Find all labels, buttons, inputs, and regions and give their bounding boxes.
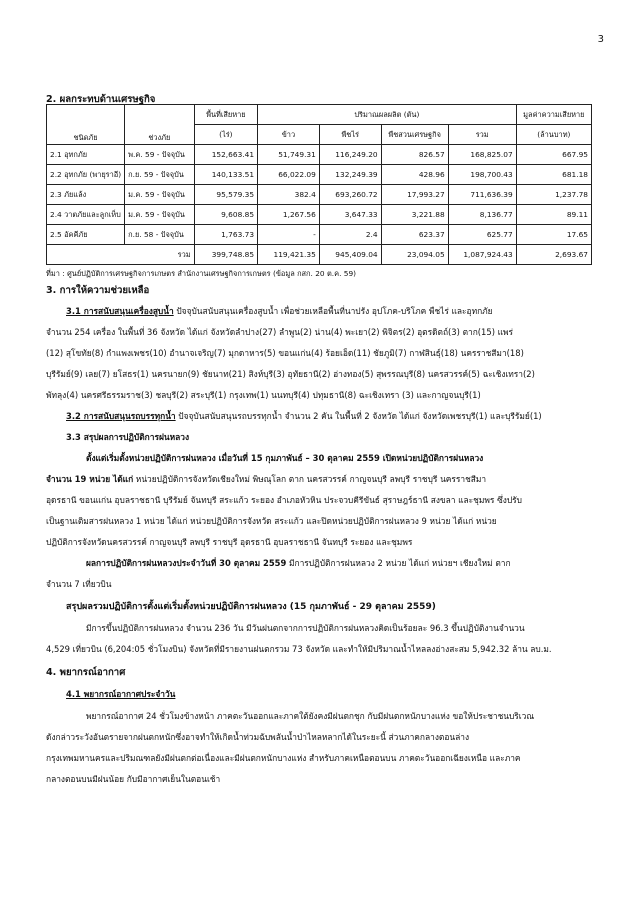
- cell-area: 140,133.51: [194, 165, 257, 185]
- s32-text: ปัจจุบันสนับสนุนรถบรรทุกน้ำ จำนวน 2 คัน ในพื้นที่ 2 จังหวัด ได้แก่ จังหวัดเพชรบุรี(1) และบุรีรัมย์(1): [175, 411, 542, 421]
- header-horti: พืชสวนเศรษฐกิจ: [381, 125, 448, 145]
- s33-title-text: 3.3 สรุปผลการปฏิบัติการฝนหลวง: [66, 432, 190, 442]
- table-row: [47, 145, 592, 165]
- s41-title-text: 4.1 พยากรณ์อากาศประจำวัน: [66, 689, 176, 699]
- cell-type: 2.1 อุทกภัย: [47, 145, 125, 165]
- cell-field: 945,409.04: [319, 245, 381, 265]
- s33-line: หน่วยปฏิบัติการจังหวัดเชียงใหม่ พิษณุโลก ตาก นครสวรรค์ กาญจนบุรี ลพบุรี ราชบุรี นครราชสีมา: [133, 474, 487, 484]
- header-output: ปริมาณผลผลิต (ตัน): [258, 105, 517, 125]
- s33-paragraph: [46, 448, 522, 595]
- cell-total: 198,700.43: [448, 165, 516, 185]
- cell-value: 17.65: [516, 225, 591, 245]
- header-period: ช่วงภัย: [125, 105, 195, 145]
- s33-daily-text: มีการปฏิบัติการฝนหลวง 2 หน่วย ได้แก่ หน่วยฯ เชียงใหม่ ตาก: [286, 558, 511, 568]
- cell-area: 1,763.73: [194, 225, 257, 245]
- s31-line: พัทลุง(4) นครศรีธรรมราช(3) ชลบุรี(2) สระบุรี(1) กรุงเทพ(1) นนทบุรี(4) ปทุมธานี(8) ฉะเชิงเทรา (3) และกาญจนบุรี(1): [46, 390, 481, 400]
- cell-type: 2.4 วาตภัยและลูกเห็บ: [47, 205, 125, 225]
- cell-field: 3,647.33: [319, 205, 381, 225]
- cell-horti: 623.37: [381, 225, 448, 245]
- cell-rice: 119,421.35: [258, 245, 320, 265]
- cell-rice: 51,749.31: [258, 145, 320, 165]
- cell-type: 2.3 ภัยแล้ง: [47, 185, 125, 205]
- table-total-row: [47, 245, 592, 265]
- s41-title: [66, 684, 175, 705]
- header-value: มูลค่าความเสียหาย: [516, 105, 591, 125]
- s33-summary-line: 4,529 เที่ยวบิน (6,204:05 ชั่วโมงบิน) จังหวัดที่มีรายงานฝนตกรวม 73 จังหวัด และทำให้มีปริมาณน้ำไหลลงอ่างสะสม 5,942.32 ล้าน ลบ.ม.: [46, 644, 552, 654]
- header-total: รวม: [448, 125, 516, 145]
- s33-summary-line: มีการขึ้นปฏิบัติการฝนหลวง จำนวน 236 วัน มีวันฝนตกจากการปฏิบัติการฝนหลวงคิดเป็นร้อยละ 96.3 ขึ้นปฏิบัติงานจำนวน: [86, 623, 525, 633]
- table-row: [47, 205, 592, 225]
- s31-title: 3.1 การสนับสนุนเครื่องสูบน้ำ: [66, 306, 174, 316]
- s41-line: กลางตอนบนมีฝนน้อย กับมีอากาศเย็นในตอนเช้า: [46, 774, 221, 784]
- damage-table: [46, 104, 592, 265]
- cell-area: 399,748.85: [194, 245, 257, 265]
- s31-paragraph: [46, 301, 535, 406]
- s31-line: ปัจจุบันสนับสนุนเครื่องสูบน้ำ เพื่อช่วยเหลือพื้นที่นาปรัง อุปโภค-บริโภค พืชไร่ และอุทกภัย: [173, 306, 493, 316]
- cell-total-label: รวม: [47, 245, 195, 265]
- s33-title: [66, 427, 189, 448]
- section2-heading: 2. ผลกระทบด้านเศรษฐกิจ: [46, 94, 156, 105]
- cell-horti: 428.96: [381, 165, 448, 185]
- s41-paragraph: [46, 706, 534, 790]
- table-row: [47, 225, 592, 245]
- s33-line: อุดรธานี ขอนแก่น อุบลราชธานี บุรีรัมย์ จันทบุรี สระแก้ว ระยอง อำเภอหัวหิน ประจวบคีรีขันธ์ สุราษฎร์ธานี สงขลา และชุมพร ซึ่งปรับ: [46, 495, 522, 505]
- cell-period: ม.ค. 59 - ปัจจุบัน: [125, 205, 195, 225]
- table-source-note: ที่มา : ศูนย์ปฏิบัติการเศรษฐกิจการเกษตร สำนักงานเศรษฐกิจการเกษตร (ข้อมูล กสก. 20 ต.ค. 59): [46, 269, 357, 278]
- cell-value: 89.11: [516, 205, 591, 225]
- cell-period: พ.ค. 59 - ปัจจุบัน: [125, 145, 195, 165]
- header-field: พืชไร่: [319, 125, 381, 145]
- s41-line: กรุงเทพมหานครและปริมณฑลยังมีฝนตกต่อเนื่องและมีฝนตกหนักบางแห่ง สำหรับภาคเหนือตอนบน ภาคตะวันออกเฉียงเหนือ และภาค: [46, 753, 521, 763]
- cell-total: 711,636.39: [448, 185, 516, 205]
- cell-field: 132,249.39: [319, 165, 381, 185]
- section4-heading: 4. พยากรณ์อากาศ: [46, 667, 126, 678]
- cell-value: 681.18: [516, 165, 591, 185]
- cell-type: 2.2 อุทกภัย (พายุราอี): [47, 165, 125, 185]
- cell-value: 667.95: [516, 145, 591, 165]
- s33-daily-text: จำนวน 7 เที่ยวบิน: [46, 579, 112, 589]
- cell-horti: 3,221.88: [381, 205, 448, 225]
- s31-line: บุรีรัมย์(9) เลย(7) ยโสธร(1) นครนายก(9) ชัยนาท(21) สิงห์บุรี(3) อุทัยธานี(2) อ่างทอง(5) สุพรรณบุรี(8) นครสวรรค์(5) ฉะเชิงเทรา(2): [46, 369, 535, 379]
- table-row: [47, 185, 592, 205]
- cell-total: 625.77: [448, 225, 516, 245]
- cell-field: 2.4: [319, 225, 381, 245]
- s33-line: ปฏิบัติการจังหวัดนครสวรรค์ กาญจนบุรี ลพบุรี ราชบุรี อุดรธานี อุบลราชธานี จันทบุรี ระยอง และชุมพร: [46, 537, 413, 547]
- cell-rice: 66,022.09: [258, 165, 320, 185]
- cell-period: ก.ย. 59 - ปัจจุบัน: [125, 165, 195, 185]
- s41-line: ดังกล่าวระวังอันตรายจากฝนตกหนักซึ่งอาจทำให้เกิดน้ำท่วมฉับพลันน้ำป่าไหลหลากได้ในระยะนี้ ส่วนภาคกลางตอนล่าง: [46, 732, 470, 742]
- cell-field: 116,249.20: [319, 145, 381, 165]
- cell-total: 8,136.77: [448, 205, 516, 225]
- cell-total: 1,087,924.43: [448, 245, 516, 265]
- cell-area: 95,579.35: [194, 185, 257, 205]
- s33-daily-title: ผลการปฏิบัติการฝนหลวงประจำวันที่ 30 ตุลาคม 2559: [86, 558, 287, 568]
- page-number: 3: [597, 34, 604, 45]
- cell-value: 1,237.78: [516, 185, 591, 205]
- cell-horti: 23,094.05: [381, 245, 448, 265]
- cell-area: 152,663.41: [194, 145, 257, 165]
- header-area-unit: (ไร่): [194, 125, 257, 145]
- header-value-unit: (ล้านบาท): [516, 125, 591, 145]
- s32-paragraph: [66, 406, 542, 427]
- s33-lead: จำนวน 19 หน่วย ได้แก่: [46, 474, 134, 484]
- cell-rice: -: [258, 225, 320, 245]
- cell-field: 693,260.72: [319, 185, 381, 205]
- cell-period: ก.ย. 58 - ปัจจุบัน: [125, 225, 195, 245]
- cell-period: ม.ค. 59 - ปัจจุบัน: [125, 185, 195, 205]
- section3-heading: 3. การให้ความช่วยเหลือ: [46, 285, 150, 296]
- s33-summary-title: สรุปผลรวมปฏิบัติการตั้งแต่เริ่มตั้งหน่วยปฏิบัติการฝนหลวง (15 กุมภาพันธ์ - 29 ตุลาคม 2559): [66, 602, 436, 612]
- table-row: [47, 165, 592, 185]
- s41-line: พยากรณ์อากาศ 24 ชั่วโมงข้างหน้า ภาคตะวันออกและภาคใต้ยังคงมีฝนตกชุก กับมีฝนตกหนักบางแห่ง ขอให้ประชาชนบริเวณ: [86, 711, 535, 721]
- header-area: พื้นที่เสียหาย: [194, 105, 257, 125]
- header-rice: ข้าว: [258, 125, 320, 145]
- s33-line: เป็นฐานเติมสารฝนหลวง 1 หน่วย ได้แก่ หน่วยปฏิบัติการจังหวัด สระแก้ว และปิดหน่วยปฏิบัติการฝนหลวง 9 หน่วย ได้แก่ หน่วย: [46, 516, 497, 526]
- cell-value: 2,693.67: [516, 245, 591, 265]
- s31-line: จำนวน 254 เครื่อง ในพื้นที่ 36 จังหวัด ได้แก่ จังหวัดลำปาง(27) ลำพูน(2) น่าน(4) พะเยา(2) พิจิตร(2) อุตรดิตถ์(3) ตาก(15) แพร่: [46, 327, 514, 337]
- s32-title: 3.2 การสนับสนุนรถบรรทุกน้ำ: [66, 411, 176, 421]
- cell-rice: 382.4: [258, 185, 320, 205]
- s31-line: (12) สุโขทัย(8) กำแพงเพชร(10) อำนาจเจริญ(7) มุกดาหาร(5) ขอนแก่น(4) ร้อยเอ็ด(11) ชัยภูมิ(7) กาฬสินธุ์(18) นครราชสีมา(18): [46, 348, 524, 358]
- cell-total: 168,825.07: [448, 145, 516, 165]
- header-type: ชนิดภัย: [47, 105, 125, 145]
- cell-type: 2.5 อัคคีภัย: [47, 225, 125, 245]
- s33-lead: ตั้งแต่เริ่มตั้งหน่วยปฏิบัติการฝนหลวง เมื่อวันที่ 15 กุมภาพันธ์ – 30 ตุลาคม 2559 เปิดหน่วยปฏิบัติการฝนหลวง: [86, 453, 484, 463]
- cell-rice: 1,267.56: [258, 205, 320, 225]
- cell-horti: 17,993.27: [381, 185, 448, 205]
- cell-area: 9,608.85: [194, 205, 257, 225]
- cell-horti: 826.57: [381, 145, 448, 165]
- s33-summary: [46, 596, 552, 660]
